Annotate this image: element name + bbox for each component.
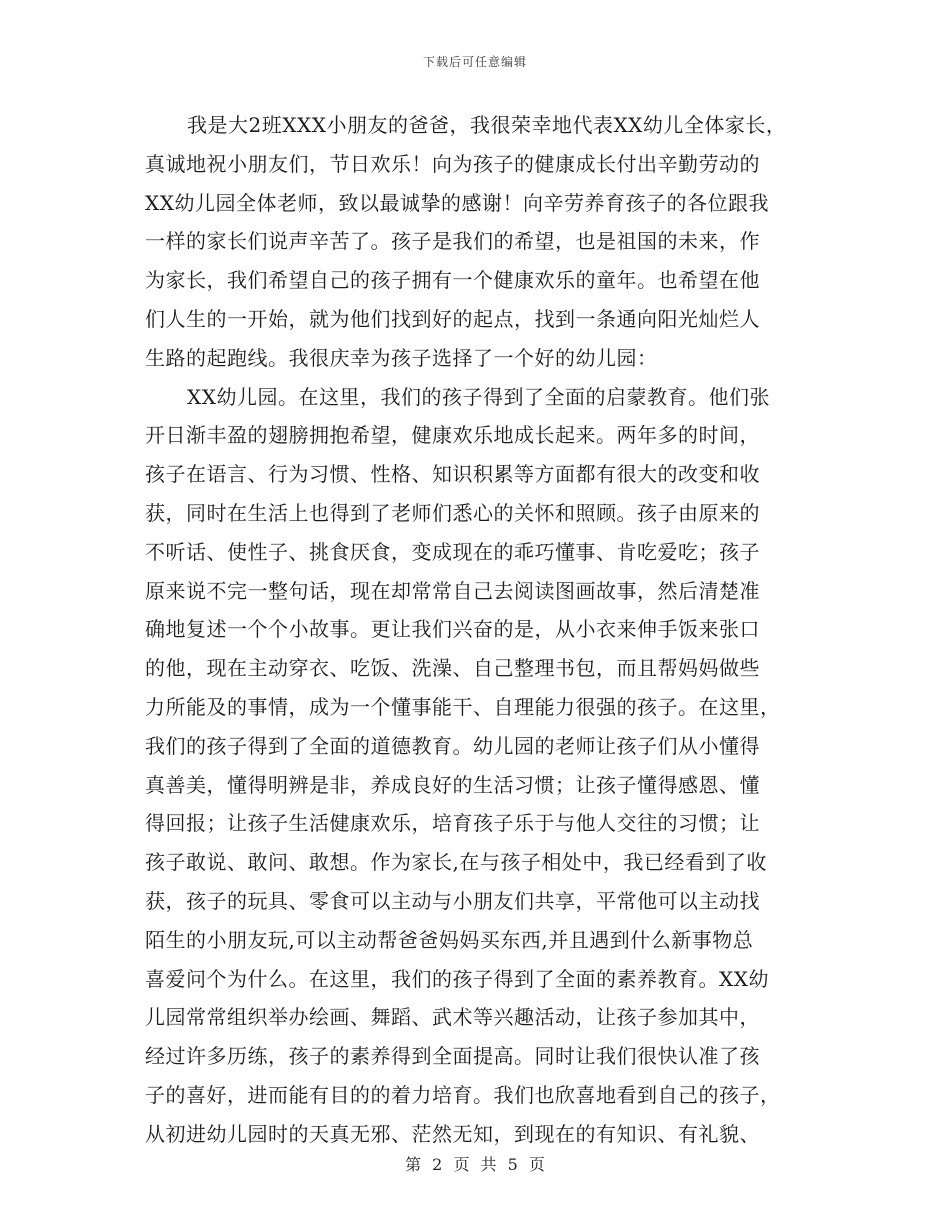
paragraph-line: 获，孩子的玩具、零食可以主动与小朋友们共享，平常他可以主动找: [145, 888, 760, 913]
paragraph-line: 们人生的一开始，就为他们找到好的起点，找到一条通向阳光灿烂人: [145, 306, 760, 331]
document-body: [145, 106, 813, 1154]
paragraph-line: 子的喜好，进而能有目的的着力培育。我们也欣喜地看到自己的孩子，: [145, 1082, 781, 1107]
paragraph-line: 孩子敢说、敢问、敢想。作为家长,在与孩子相处中，我已经看到了收: [145, 850, 767, 875]
paragraph-line: 孩子在语言、行为习惯、性格、知识积累等方面都有很大的改变和收: [145, 462, 760, 487]
paragraph-line: 确地复述一个个小故事。更让我们兴奋的是，从小衣来伸手饭来张口: [145, 617, 760, 642]
paragraph-line: 真诚地祝小朋友们，节日欢乐！向为孩子的健康成长付出辛勤劳动的: [145, 151, 760, 176]
paragraph-line: 不听话、使性子、挑食厌食，变成现在的乖巧懂事、肯吃爱吃；孩子: [145, 539, 760, 564]
paragraph-line: 获，同时在生活上也得到了老师们悉心的关怀和照顾。孩子由原来的: [145, 500, 760, 525]
paragraph-line: 一样的家长们说声辛苦了。孩子是我们的希望，也是祖国的未来，作: [145, 229, 760, 254]
paragraph-line: 得回报；让孩子生活健康欢乐，培育孩子乐于与他人交往的习惯；让: [145, 811, 760, 836]
paragraph-line: 经过许多历练，孩子的素养得到全面提高。同时让我们很快认准了孩: [145, 1044, 760, 1069]
paragraph-line: 我是大2班XXX小朋友的爸爸，我很荣幸地代表XX幼儿全体家长，: [187, 113, 787, 137]
paragraph-line: 生路的起跑线。我很庆幸为孩子选择了一个好的幼儿园：: [145, 345, 658, 370]
paragraph-line: 从初进幼儿园时的天真无邪、茫然无知，到现在的有知识、有礼貌、: [145, 1121, 760, 1146]
paragraph-line: XX幼儿园。在这里，我们的孩子得到了全面的启蒙教育。他们张: [187, 384, 770, 409]
paragraph-line: 力所能及的事情，成为一个懂事能干、自理能力很强的孩子。在这里，: [145, 694, 781, 719]
paragraph-line: 原来说不完一整句话，现在却常常自己去阅读图画故事，然后清楚准: [145, 578, 760, 603]
page-header: 下载后可任意编辑: [422, 55, 527, 69]
paragraph-line: 的他，现在主动穿衣、吃饭、洗澡、自己整理书包，而且帮妈妈做些: [145, 656, 760, 681]
paragraph-line: 陌生的小朋友玩,可以主动帮爸爸妈妈买东西,并且遇到什么新事物总: [145, 927, 754, 952]
paragraph-line: XX幼儿园全体老师，致以最诚挚的感谢！向辛劳养育孩子的各位跟我: [145, 190, 769, 215]
paragraph-line: 我们的孩子得到了全面的道德教育。幼儿园的老师让孩子们从小懂得: [145, 733, 760, 758]
paragraph-line: 儿园常常组织举办绘画、舞蹈、武术等兴趣活动，让孩子参加其中，: [145, 1005, 760, 1030]
paragraph-line: 真善美，懂得明辨是非，养成良好的生活习惯；让孩子懂得感恩、懂: [145, 772, 760, 797]
page-number: 第 2 页 共 5 页: [405, 1155, 545, 1174]
paragraph-line: 开日渐丰盈的翅膀拥抱希望，健康欢乐地成长起来。两年多的时间，: [145, 423, 760, 448]
paragraph-line: 喜爱问个为什么。在这里，我们的孩子得到了全面的素养教育。XX幼: [145, 966, 769, 991]
paragraph-line: 为家长，我们希望自己的孩子拥有一个健康欢乐的童年。也希望在他: [145, 268, 760, 293]
